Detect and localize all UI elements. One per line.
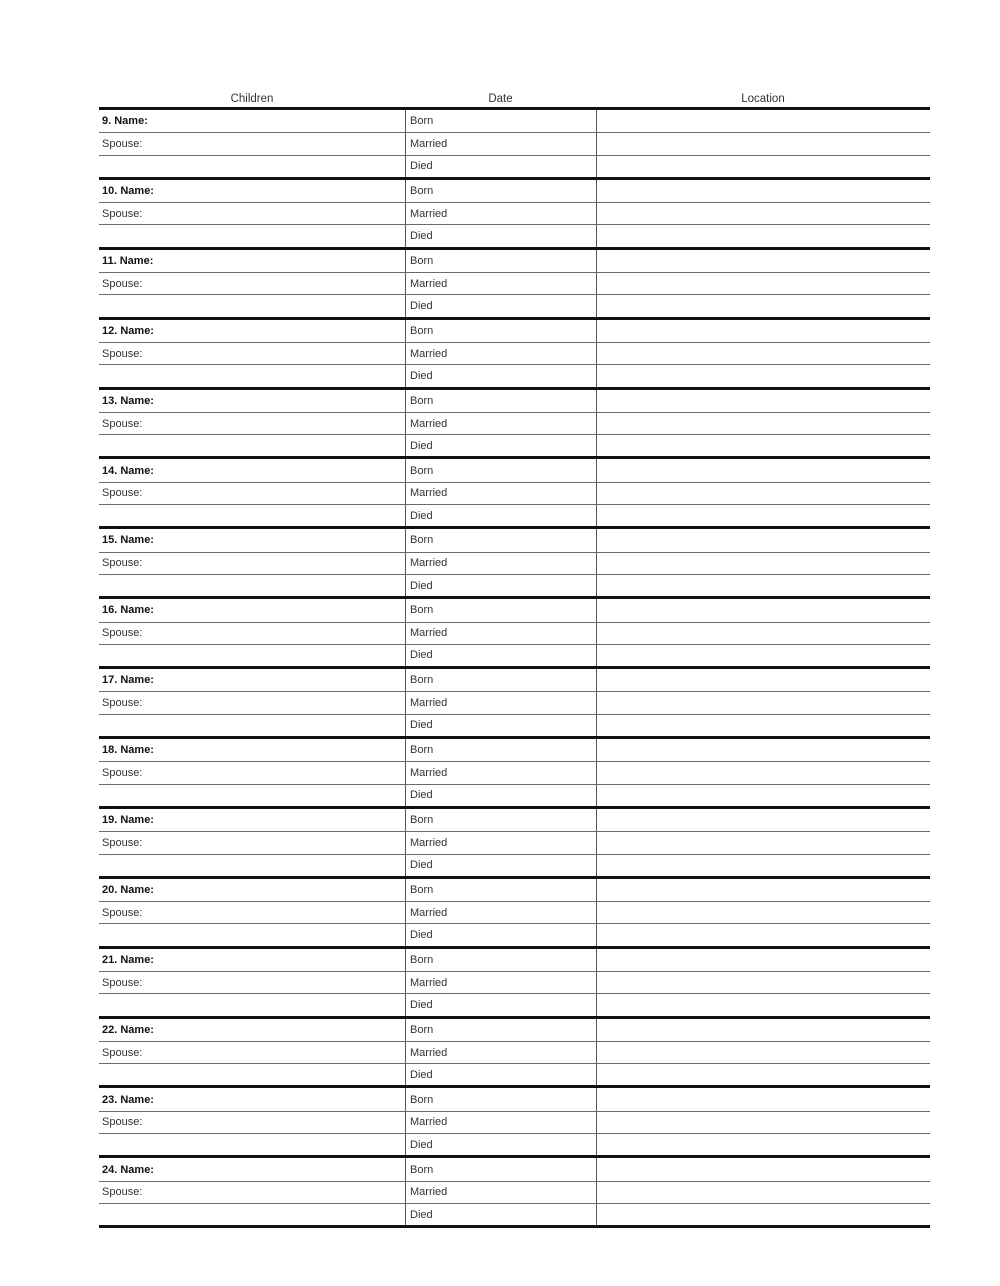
died-label: Died [410,439,433,452]
spouse-name-field[interactable] [99,133,405,154]
died-date-field[interactable] [405,855,596,876]
married-label: Married [410,417,448,430]
born-date-field[interactable] [405,459,596,481]
died-location-field[interactable] [596,365,930,386]
entry-row [99,949,930,971]
spouse-name-field[interactable] [99,762,405,783]
born-label: Born [410,604,434,617]
born-label: Born [410,324,434,337]
entry-row [99,294,930,316]
spouse-label: Spouse: [102,766,143,779]
entry-row [99,202,930,224]
married-date-field[interactable] [405,133,596,154]
child-name-label: 15. Name: [102,534,154,547]
spouse-name-field[interactable] [99,832,405,853]
child-entry [99,1019,930,1089]
entry-row [99,1019,930,1041]
born-label: Born [410,1093,434,1106]
married-date-field[interactable] [405,623,596,644]
header-location: Location [741,93,785,105]
entry-row [99,622,930,644]
died-location-field[interactable] [596,156,930,177]
married-location-field[interactable] [596,553,930,574]
entry-row [99,599,930,621]
child-name-field[interactable] [99,390,405,412]
child-entries [99,107,930,1228]
entry-row [99,1133,930,1155]
spouse-label: Spouse: [102,906,143,919]
child-entry [99,1088,930,1158]
child-name-field[interactable] [99,1019,405,1041]
entry-row [99,1181,930,1203]
blank-cell [99,225,405,246]
born-label: Born [410,674,434,687]
entry-row [99,504,930,526]
entry-row [99,574,930,596]
born-location-field[interactable] [596,250,930,272]
blank-cell [99,715,405,736]
married-label: Married [410,906,448,919]
died-date-field[interactable] [405,435,596,456]
child-entry [99,459,930,529]
child-entry [99,949,930,1019]
born-label: Born [410,814,434,827]
died-date-field[interactable] [405,225,596,246]
born-date-field[interactable] [405,669,596,691]
born-location-field[interactable] [596,180,930,202]
spouse-name-field[interactable] [99,413,405,434]
born-location-field[interactable] [596,599,930,621]
child-name-label: 14. Name: [102,464,154,477]
child-name-field[interactable] [99,320,405,342]
married-label: Married [410,207,448,220]
died-location-field[interactable] [596,855,930,876]
born-label: Born [410,394,434,407]
child-name-label: 9. Name: [102,115,148,128]
child-name-label: 23. Name: [102,1093,154,1106]
born-label: Born [410,464,434,477]
spouse-name-field[interactable] [99,273,405,294]
died-location-field[interactable] [596,1134,930,1155]
spouse-name-field[interactable] [99,692,405,713]
born-date-field[interactable] [405,1019,596,1041]
born-label: Born [410,534,434,547]
married-location-field[interactable] [596,133,930,154]
died-location-field[interactable] [596,715,930,736]
died-date-field[interactable] [405,505,596,526]
married-location-field[interactable] [596,832,930,853]
children-record-sheet [99,88,930,1228]
spouse-label: Spouse: [102,1186,143,1199]
born-location-field[interactable] [596,669,930,691]
died-location-field[interactable] [596,295,930,316]
spouse-label: Spouse: [102,697,143,710]
child-name-label: 11. Name: [102,254,154,267]
spouse-label: Spouse: [102,1116,143,1129]
born-date-field[interactable] [405,1088,596,1110]
born-label: Born [410,1163,434,1176]
born-location-field[interactable] [596,459,930,481]
married-label: Married [410,836,448,849]
child-name-label: 12. Name: [102,324,154,337]
born-label: Born [410,254,434,267]
born-location-field[interactable] [596,320,930,342]
child-entry [99,320,930,390]
born-location-field[interactable] [596,879,930,901]
entry-row [99,644,930,666]
married-location-field[interactable] [596,203,930,224]
entry-row [99,320,930,342]
married-location-field[interactable] [596,902,930,923]
spouse-label: Spouse: [102,627,143,640]
entry-row [99,1158,930,1180]
married-date-field[interactable] [405,832,596,853]
born-location-field[interactable] [596,809,930,831]
child-name-label: 21. Name: [102,953,154,966]
married-date-field[interactable] [405,483,596,504]
died-label: Died [410,509,433,522]
entry-row [99,879,930,901]
born-date-field[interactable] [405,599,596,621]
born-date-field[interactable] [405,110,596,132]
blank-cell [99,785,405,806]
married-date-field[interactable] [405,273,596,294]
blank-cell [99,645,405,666]
child-name-label: 19. Name: [102,814,154,827]
married-label: Married [410,766,448,779]
born-label: Born [410,185,434,198]
entry-row [99,714,930,736]
child-entry [99,1158,930,1228]
spouse-name-field[interactable] [99,483,405,504]
died-location-field[interactable] [596,1064,930,1085]
died-date-field[interactable] [405,365,596,386]
blank-cell [99,994,405,1015]
married-label: Married [410,1116,448,1129]
born-date-field[interactable] [405,809,596,831]
died-label: Died [410,230,433,243]
child-entry [99,250,930,320]
died-label: Died [410,1208,433,1221]
married-location-field[interactable] [596,623,930,644]
child-name-label: 17. Name: [102,674,154,687]
entry-row [99,272,930,294]
entry-row [99,482,930,504]
married-location-field[interactable] [596,1042,930,1063]
spouse-name-field[interactable] [99,1042,405,1063]
born-date-field[interactable] [405,180,596,202]
entry-row [99,1088,930,1110]
entry-row [99,110,930,132]
child-name-field[interactable] [99,529,405,551]
married-date-field[interactable] [405,203,596,224]
married-label: Married [410,347,448,360]
married-date-field[interactable] [405,343,596,364]
died-label: Died [410,369,433,382]
died-location-field[interactable] [596,1204,930,1225]
child-name-field[interactable] [99,669,405,691]
blank-cell [99,365,405,386]
born-label: Born [410,1023,434,1036]
child-entry [99,669,930,739]
child-name-field[interactable] [99,739,405,761]
entry-row [99,529,930,551]
married-date-field[interactable] [405,1182,596,1203]
died-label: Died [410,1138,433,1151]
born-location-field[interactable] [596,1019,930,1041]
died-location-field[interactable] [596,575,930,596]
married-location-field[interactable] [596,413,930,434]
died-label: Died [410,719,433,732]
entry-row [99,784,930,806]
died-label: Died [410,300,433,313]
married-date-field[interactable] [405,413,596,434]
married-label: Married [410,1186,448,1199]
blank-cell [99,156,405,177]
married-label: Married [410,277,448,290]
child-entry [99,110,930,180]
entry-row [99,691,930,713]
died-label: Died [410,998,433,1011]
entry-row [99,809,930,831]
spouse-name-field[interactable] [99,1112,405,1133]
died-label: Died [410,579,433,592]
child-entry [99,599,930,669]
spouse-label: Spouse: [102,417,143,430]
spouse-label: Spouse: [102,1046,143,1059]
entry-row [99,412,930,434]
spouse-name-field[interactable] [99,902,405,923]
spouse-label: Spouse: [102,347,143,360]
died-location-field[interactable] [596,505,930,526]
born-location-field[interactable] [596,1088,930,1110]
died-label: Died [410,649,433,662]
born-location-field[interactable] [596,1158,930,1180]
married-date-field[interactable] [405,902,596,923]
entry-row [99,1203,930,1225]
spouse-label: Spouse: [102,137,143,150]
married-location-field[interactable] [596,343,930,364]
died-label: Died [410,859,433,872]
header-date: Date [488,93,513,105]
married-date-field[interactable] [405,762,596,783]
blank-cell [99,1204,405,1225]
born-label: Born [410,953,434,966]
spouse-label: Spouse: [102,557,143,570]
born-location-field[interactable] [596,949,930,971]
born-date-field[interactable] [405,320,596,342]
entry-row [99,901,930,923]
entry-row [99,434,930,456]
entry-row [99,669,930,691]
child-name-field[interactable] [99,949,405,971]
died-label: Died [410,1068,433,1081]
married-location-field[interactable] [596,692,930,713]
born-label: Born [410,883,434,896]
entry-row [99,155,930,177]
child-entry [99,529,930,599]
blank-cell [99,1064,405,1085]
died-label: Died [410,929,433,942]
child-name-field[interactable] [99,809,405,831]
entry-row [99,761,930,783]
header-children: Children [230,93,274,105]
died-location-field[interactable] [596,994,930,1015]
died-date-field[interactable] [405,1134,596,1155]
died-date-field[interactable] [405,645,596,666]
entry-row [99,993,930,1015]
child-name-field[interactable] [99,180,405,202]
entry-row [99,923,930,945]
entry-row [99,1063,930,1085]
born-location-field[interactable] [596,390,930,412]
married-date-field[interactable] [405,692,596,713]
entry-row [99,250,930,272]
married-label: Married [410,1046,448,1059]
entry-row [99,552,930,574]
spouse-name-field[interactable] [99,203,405,224]
died-date-field[interactable] [405,156,596,177]
child-name-field[interactable] [99,879,405,901]
born-label: Born [410,115,434,128]
born-date-field[interactable] [405,390,596,412]
born-location-field[interactable] [596,529,930,551]
child-name-field[interactable] [99,599,405,621]
child-name-field[interactable] [99,1088,405,1110]
died-label: Died [410,789,433,802]
spouse-label: Spouse: [102,487,143,500]
died-date-field[interactable] [405,295,596,316]
child-entry [99,809,930,879]
blank-cell [99,575,405,596]
child-name-field[interactable] [99,459,405,481]
blank-cell [99,924,405,945]
child-entry [99,180,930,250]
died-location-field[interactable] [596,435,930,456]
married-location-field[interactable] [596,273,930,294]
died-location-field[interactable] [596,225,930,246]
born-label: Born [410,744,434,757]
entry-row [99,224,930,246]
born-date-field[interactable] [405,949,596,971]
spouse-label: Spouse: [102,976,143,989]
child-name-field[interactable] [99,1158,405,1180]
married-date-field[interactable] [405,1112,596,1133]
born-date-field[interactable] [405,250,596,272]
died-location-field[interactable] [596,924,930,945]
spouse-label: Spouse: [102,277,143,290]
blank-cell [99,295,405,316]
spouse-name-field[interactable] [99,343,405,364]
born-date-field[interactable] [405,879,596,901]
married-date-field[interactable] [405,972,596,993]
married-label: Married [410,627,448,640]
spouse-name-field[interactable] [99,623,405,644]
blank-cell [99,1134,405,1155]
child-name-label: 16. Name: [102,604,154,617]
blank-cell [99,855,405,876]
married-label: Married [410,487,448,500]
died-date-field[interactable] [405,994,596,1015]
married-location-field[interactable] [596,1182,930,1203]
married-label: Married [410,697,448,710]
married-date-field[interactable] [405,553,596,574]
spouse-name-field[interactable] [99,972,405,993]
died-date-field[interactable] [405,1064,596,1085]
child-entry [99,879,930,949]
died-location-field[interactable] [596,785,930,806]
child-name-label: 20. Name: [102,883,154,896]
child-entry [99,390,930,460]
died-date-field[interactable] [405,785,596,806]
born-date-field[interactable] [405,1158,596,1180]
died-label: Died [410,160,433,173]
blank-cell [99,505,405,526]
spouse-name-field[interactable] [99,553,405,574]
died-date-field[interactable] [405,575,596,596]
entry-row [99,971,930,993]
born-date-field[interactable] [405,529,596,551]
child-name-label: 13. Name: [102,394,154,407]
entry-row [99,390,930,412]
died-date-field[interactable] [405,715,596,736]
entry-row [99,854,930,876]
married-location-field[interactable] [596,762,930,783]
died-location-field[interactable] [596,645,930,666]
married-date-field[interactable] [405,1042,596,1063]
died-date-field[interactable] [405,924,596,945]
born-date-field[interactable] [405,739,596,761]
child-name-field[interactable] [99,250,405,272]
married-location-field[interactable] [596,1112,930,1133]
entry-row [99,1111,930,1133]
married-label: Married [410,137,448,150]
married-location-field[interactable] [596,483,930,504]
child-name-label: 10. Name: [102,185,154,198]
child-name-label: 24. Name: [102,1163,154,1176]
spouse-label: Spouse: [102,207,143,220]
child-name-field[interactable] [99,110,405,132]
entry-row [99,342,930,364]
born-location-field[interactable] [596,739,930,761]
column-header-row [99,88,930,107]
entry-row [99,180,930,202]
child-entry [99,739,930,809]
spouse-label: Spouse: [102,836,143,849]
married-label: Married [410,976,448,989]
entry-row [99,831,930,853]
married-location-field[interactable] [596,972,930,993]
entry-row [99,739,930,761]
died-date-field[interactable] [405,1204,596,1225]
child-name-label: 22. Name: [102,1023,154,1036]
entry-row [99,364,930,386]
entry-row [99,1041,930,1063]
born-location-field[interactable] [596,110,930,132]
spouse-name-field[interactable] [99,1182,405,1203]
married-label: Married [410,557,448,570]
blank-cell [99,435,405,456]
entry-row [99,459,930,481]
child-name-label: 18. Name: [102,744,154,757]
entry-row [99,132,930,154]
